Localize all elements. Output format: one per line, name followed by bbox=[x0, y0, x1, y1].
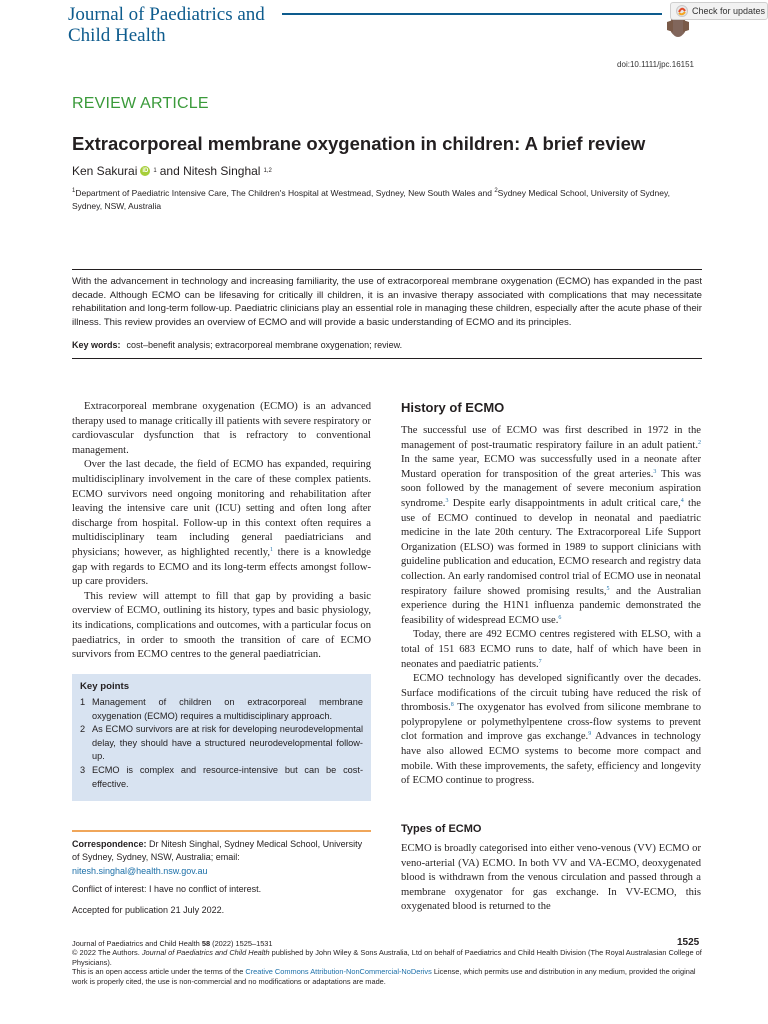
text-span: This was soon followed by the management of severe meconium aspiration syndrome. bbox=[401, 468, 701, 509]
correspondence-rule bbox=[72, 830, 371, 832]
journal-name-line1: Journal of Paediatrics and bbox=[68, 4, 265, 25]
author-list: Ken Sakurai iD 1 and Nitesh Singhal 1,2 bbox=[72, 164, 272, 178]
article-title: Extracorporeal membrane oxygenation in children: A brief review bbox=[72, 133, 646, 154]
license-link[interactable]: Creative Commons Attribution-NonCommercial-NoDerivs bbox=[245, 967, 432, 977]
key-point-number: 2 bbox=[80, 724, 86, 735]
check-updates-label: Check for updates bbox=[692, 6, 766, 16]
journal-name-line2: Child Health bbox=[68, 25, 166, 46]
citation-line bbox=[72, 939, 702, 948]
text-span: Despite early disappointments in adult critical care, bbox=[448, 497, 681, 509]
keywords-text: cost–benefit analysis; extracorporeal membrane oxygenation; review. bbox=[126, 340, 403, 350]
text-span: ECMO technology has developed significantly over the decades. Surface modifications of the circuit tubing have reduced the risk of thrombosis. bbox=[401, 673, 701, 714]
text-span: Journal of Paediatrics and Child Health bbox=[72, 939, 202, 948]
article-type: REVIEW ARTICLE bbox=[72, 95, 209, 112]
text-span: published by John Wiley & Sons Australia, Ltd on behalf of Paediatrics and Child Health Division (The Royal Australasian College of Physicians). bbox=[72, 948, 702, 967]
affiliation-text: Sydney Medical School, University of Sydney, Sydney, NSW, Australia bbox=[72, 188, 670, 211]
text-span: This is an open access article under the terms of the bbox=[72, 967, 246, 977]
text-span: the use of ECMO continued to develop in neonatal and paediatric medicine in the late 20th century. The Extracorporeal Life Support Organization (ELSO) was formed in 1989 to support clinicians with guideline publication and education, ECMO research and registry data collection. An early randomised control trial of ECMO use in neonatal respiratory failure showed promising results, bbox=[401, 497, 701, 597]
text-span: The oxygenator has evolved from silicone membrane to polypropylene or polymethylpentene cross-flow systems to prevent clot formation and improve gas exchange. bbox=[401, 702, 701, 743]
text-span: Today, there are 492 ECMO centres registered with ELSO, with a total of 151 683 ECMO runs to date, half of which have been in neonates and paediatric patients. bbox=[401, 629, 701, 670]
text-span: Advances in technology have also allowed ECMO systems to become more compact and mobile. With these improvements, the safety, efficiency and longevity of ECMO continue to progress. bbox=[401, 731, 701, 787]
citation-ref[interactable]: 3 bbox=[445, 497, 449, 504]
correspondence-text: Dr Nitesh Singhal, Sydney Medical School, University of Sydney, Sydney, NSW, Australia; email: bbox=[72, 839, 363, 863]
abstract: With the advancement in technology and increasing familiarity, the use of extracorporeal membrane oxygenation (ECMO) has expanded in the past decade. Although ECMO can be lifesaving for critically ill children, it is an invasive therapy associated with complications that may necessitate rehabilitation and long-term follow-up. Paediatric clinicians play an essential role in managing these children, especially after the acute phase of their illness. This review provides an overview of ECMO and will provide a basic understanding of ECMO and its principles. bbox=[72, 276, 702, 328]
accepted-date: Accepted for publication 21 July 2022. bbox=[72, 905, 225, 915]
history-paragraph-1 bbox=[401, 424, 701, 628]
types-paragraph-1: ECMO is broadly categorised into either veno-venous (VV) ECMO or veno-arterial (VA) ECMO. In both VV and VA-ECMO, deoxygenated blood is withdrawn from the venous circulation and passed through a membrane oxygenator for gas exchange. In VV-ECMO, this oxygenated blood is returned to the bbox=[401, 843, 701, 913]
key-point-number: 1 bbox=[80, 697, 86, 707]
intro-paragraph-1: Extracorporeal membrane oxygenation (ECMO) is an advanced therapy used to manage critically ill patients with severe respiratory or cardiovascular dysfunction that is refractory to conventional management. bbox=[72, 401, 371, 456]
text-span: © 2022 The Authors. bbox=[72, 948, 142, 958]
text-span: License, which permits use and distribution in any medium, provided the original work is properly cited, the use is non-commercial and no modifications or adaptations are made. bbox=[72, 967, 696, 986]
text-span: and the Australian experience during the H1N1 influenza pandemic demonstrated the feasibility of widespread ECMO use. bbox=[401, 585, 701, 626]
volume: 58 bbox=[201, 939, 211, 948]
abstract-rule-bottom bbox=[72, 358, 702, 359]
text-span: Over the last decade, the field of ECMO has expanded, requiring multidisciplinary involvement in the care of these complex patients. ECMO survivors need ongoing monitoring and rehabilitation after leaving the intensive care unit (ICU) setting and often long after discharge from hospital. Follow-up in this context often requires a multidisciplinary team including general paediatricians and physicians; however, as highlighted recently, bbox=[72, 459, 371, 558]
citation-ref[interactable]: 8 bbox=[450, 702, 454, 709]
abstract-rule-top bbox=[72, 269, 702, 270]
orcid-icon[interactable]: iD bbox=[142, 168, 149, 174]
text-span: there is a knowledge gap with regards to ECMO and its long-term effects amongst follow-up care providers. bbox=[72, 546, 371, 588]
intro-paragraph-3: This review will attempt to fill that gap by providing a basic overview of ECMO, outlining its history, types and basic physiology, its indications, complications and outcomes, with a particular focus on paediatrics, in order to smooth the transition of care of ECMO survivors from ECMO centres to the general paediatrician. bbox=[72, 590, 371, 661]
history-paragraph-2 bbox=[401, 628, 701, 672]
page-footer bbox=[72, 939, 702, 986]
doi[interactable]: doi:10.1111/jpc.16151 bbox=[617, 60, 694, 69]
check-updates-button[interactable] bbox=[670, 2, 768, 20]
key-point-item bbox=[80, 696, 363, 723]
check-updates-icon bbox=[676, 5, 688, 17]
citation-ref[interactable]: 2 bbox=[698, 439, 701, 446]
key-point-number: 3 bbox=[80, 764, 86, 775]
text-span: The successful use of ECMO was first described in 1972 in the management of post-traumatic respiratory failure in an adult patient. bbox=[401, 425, 701, 451]
correspondence bbox=[72, 838, 371, 878]
types-heading: Types of ECMO bbox=[401, 823, 482, 835]
key-point-item bbox=[80, 764, 363, 791]
text-span: (2022) 1525–1531 bbox=[210, 939, 273, 948]
conflict-of-interest: Conflict of interest: I have no conflict of interest. bbox=[72, 884, 262, 894]
types-section bbox=[401, 842, 701, 915]
journal-name bbox=[68, 4, 265, 46]
key-point-text: As ECMO survivors are at risk for developing neurodevelopmental delay, they should have a structured neurodevelopmental follow-up. bbox=[92, 724, 363, 762]
citation-ref[interactable]: 4 bbox=[680, 497, 684, 504]
intro-paragraph-2 bbox=[72, 458, 371, 589]
citation-ref[interactable]: 1 bbox=[270, 546, 274, 553]
affiliation-text: Department of Paediatric Intensive Care, The Children's Hospital at Westmead, Sydney, New South Wales and bbox=[75, 188, 495, 198]
page-number: 1525 bbox=[677, 937, 700, 948]
text-span: Journal of Paediatrics and Child Health bbox=[141, 948, 270, 958]
header-rule bbox=[282, 13, 662, 15]
correspondence-email-link[interactable]: nitesh.singhal@health.nsw.gov.au bbox=[72, 865, 208, 876]
history-section bbox=[401, 424, 701, 789]
copyright-line bbox=[72, 948, 702, 967]
key-point-text: Management of children on extracorporeal membrane oxygenation (ECMO) requires a multidisciplinary approach. bbox=[92, 697, 363, 721]
key-points-title: Key points bbox=[80, 681, 130, 692]
keywords bbox=[72, 340, 402, 350]
affiliations bbox=[72, 187, 702, 213]
key-point-text: ECMO is complex and resource-intensive but can be cost-effective. bbox=[92, 764, 363, 789]
history-heading: History of ECMO bbox=[401, 400, 505, 415]
key-points-box bbox=[72, 674, 371, 801]
citation-ref[interactable]: 3 bbox=[653, 468, 657, 475]
history-paragraph-3 bbox=[401, 672, 701, 789]
citation-ref[interactable]: 7 bbox=[538, 658, 542, 665]
keywords-label: Key words: bbox=[72, 340, 121, 350]
affiliation-marker: 2 bbox=[494, 188, 498, 194]
affiliation-marker: 1 bbox=[72, 188, 76, 194]
author-name[interactable]: and Nitesh Singhal bbox=[159, 164, 261, 178]
citation-ref[interactable]: 9 bbox=[588, 731, 592, 738]
intro-section bbox=[72, 400, 371, 663]
citation-ref[interactable]: 5 bbox=[606, 585, 610, 592]
citation-ref[interactable]: 6 bbox=[558, 614, 562, 621]
license-line bbox=[72, 967, 702, 986]
text-span: In the same year, ECMO was successfully used in a neonate after Mustard operation for transposition of the great arteries. bbox=[401, 454, 701, 480]
correspondence-label: Correspondence: bbox=[72, 839, 147, 849]
key-point-item bbox=[80, 723, 363, 764]
author-name[interactable]: Ken Sakurai bbox=[72, 164, 138, 178]
